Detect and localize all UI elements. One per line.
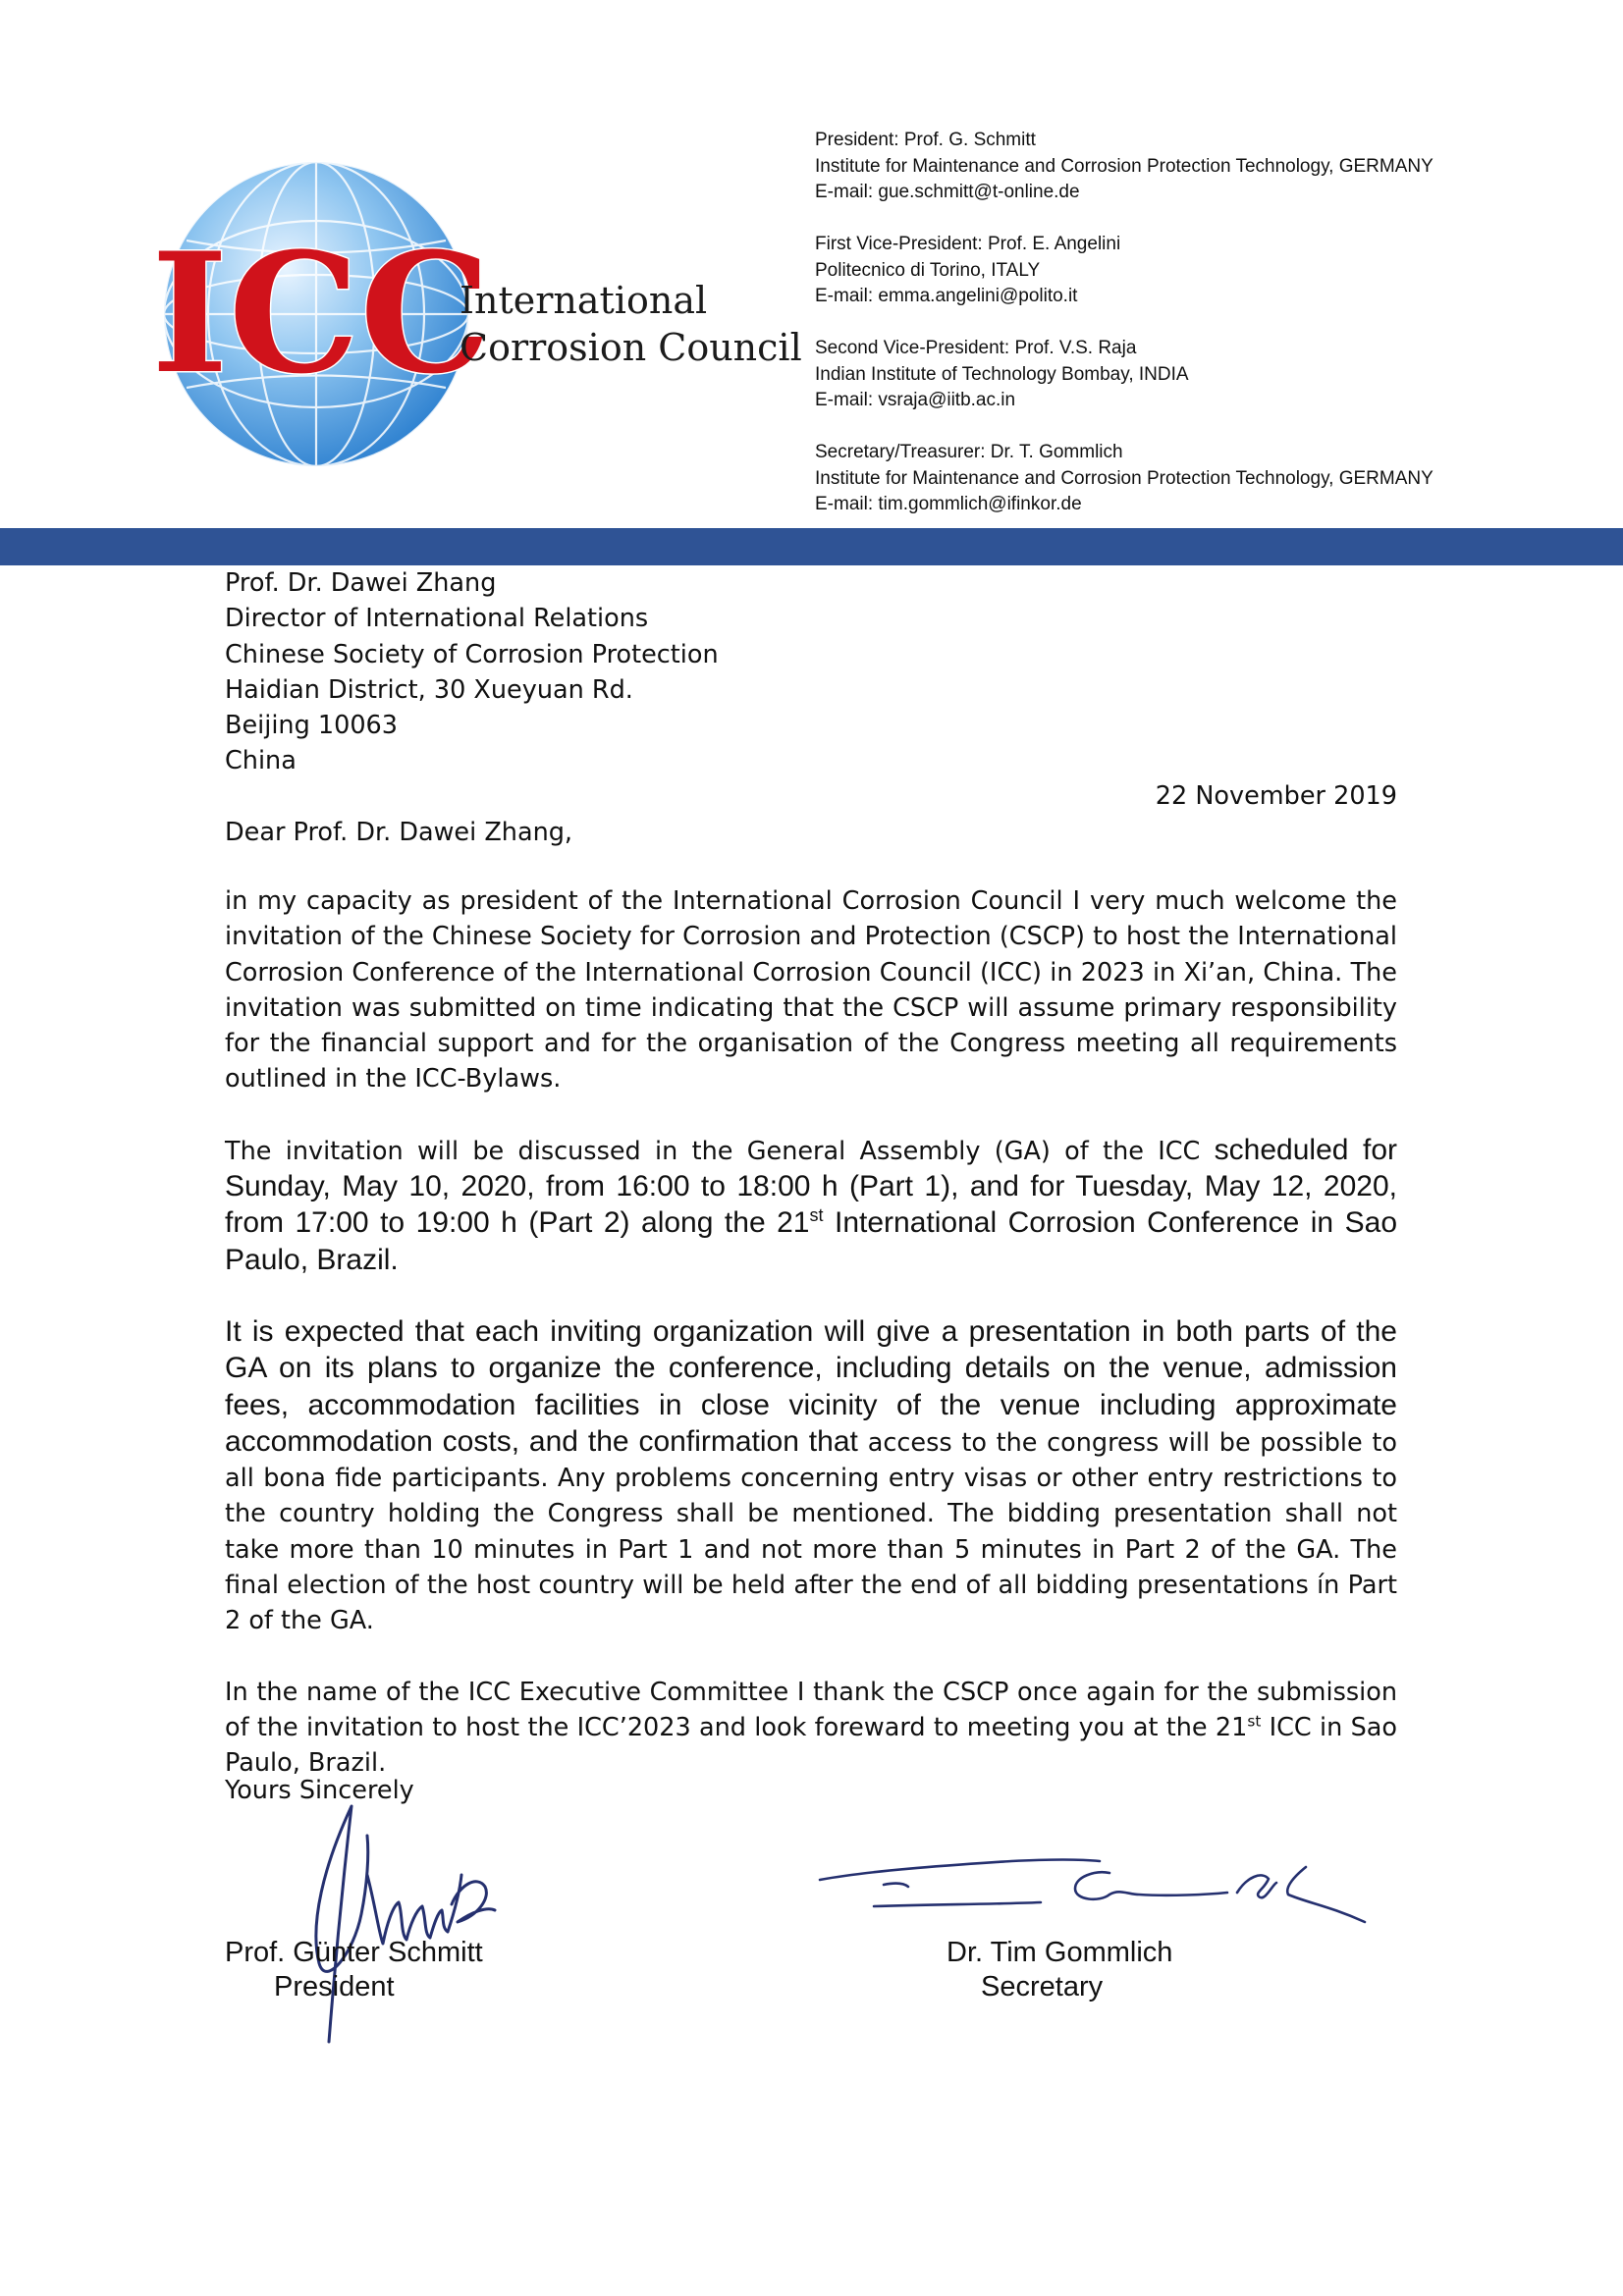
officer-institution: Indian Institute of Technology Bombay, INDIA xyxy=(815,363,1189,385)
officer-institution: Institute for Maintenance and Corrosion Protection Technology, GERMANY xyxy=(815,467,1434,489)
signature-secretary xyxy=(815,1826,1375,1934)
officer-second-vice-president xyxy=(815,336,1600,414)
salutation: Dear Prof. Dr. Dawei Zhang, xyxy=(225,818,573,847)
recipient-line: Beijing 10063 xyxy=(225,711,399,741)
letter-date: 22 November 2019 xyxy=(1155,781,1397,811)
officer-first-vice-president xyxy=(815,232,1600,310)
officers-list xyxy=(815,128,1600,544)
recipient-line: Chinese Society of Corrosion Protection xyxy=(225,639,719,669)
officer-role: Secretary/Treasurer: Dr. T. Gommlich xyxy=(815,442,1123,462)
officer-role: Second Vice-President: Prof. V.S. Raja xyxy=(815,338,1137,358)
signatory-name: Dr. Tim Gommlich xyxy=(947,1937,1173,1968)
org-name-line2: Corrosion Council xyxy=(460,326,802,369)
signatory-secretary xyxy=(947,1936,1172,2004)
paragraph-1: in my capacity as president of the International Corrosion Council I very much welcome the invitation of the Chinese Society for Corrosion and Protection (CSCP) to host the International Corrosion Conference of the International Corrosion Council (ICC) in 2023 in Xi’an, China. The invitation was submitted on time indicating that the CSCP will assume primary responsibility for the financial support and for the organisation of the Congress meeting all requirements outlined in the ICC-Bylaws. xyxy=(225,886,1397,1095)
organization-name xyxy=(460,277,802,371)
paragraph-2: The invitation will be discussed in the General Assembly (GA) of the ICC scheduled for Sunday, May 10, 2020, from 16:00 to 18:00 h (Part 1), and for Tuesday, May 12, 2020, from 17:00 to 19:00 h (Part 2) along the 21st International Corrosion Conference in Sao Paulo, Brazil. xyxy=(225,1133,1397,1276)
org-name-line1: International xyxy=(460,279,708,322)
officer-role: President: Prof. G. Schmitt xyxy=(815,130,1036,150)
logo-acronym: ICC xyxy=(151,216,492,410)
officer-email[interactable]: E-mail: tim.gommlich@ifinkor.de xyxy=(815,494,1082,514)
officer-institution: Institute for Maintenance and Corrosion Protection Technology, GERMANY xyxy=(815,155,1434,177)
officer-email[interactable]: E-mail: vsraja@iitb.ac.in xyxy=(815,390,1016,410)
paragraph-4: In the name of the ICC Executive Committee I thank the CSCP once again for the submission of the invitation to host the ICC’2023 and look foreward to meeting you at the 21st ICC in Sao Paulo, Brazil. xyxy=(225,1677,1397,1779)
closing: Yours Sincerely xyxy=(225,1776,414,1805)
officer-email[interactable]: E-mail: gue.schmitt@t-online.de xyxy=(815,182,1080,202)
signatory-title: Secretary xyxy=(981,1971,1104,2002)
officer-president xyxy=(815,128,1600,206)
officer-institution: Politecnico di Torino, ITALY xyxy=(815,259,1041,281)
recipient-line: Haidian District, 30 Xueyuan Rd. xyxy=(225,674,633,705)
paragraph-3: It is expected that each inviting organization will give a presentation in both parts of the GA on its plans to organize the conference, including details on the venue, admission fees, accommodation facilities in close vicinity of the venue including approximate accommodation costs, and the confirmation that access to the congress will be possible to all bona fide participants. Any problems concerning entry visas or other entry restrictions to the country holding the Congress shall be mentioned. The bidding presentation shall not take more than 10 minutes in Part 1 and not more than 5 minutes in Part 2 of the GA. The final election of the host country will be held after the end of all bidding presentations ín Part 2 of the GA. xyxy=(225,1314,1397,1636)
officer-email[interactable]: E-mail: emma.angelini@polito.it xyxy=(815,286,1078,306)
signature-president xyxy=(285,1796,511,2052)
recipient-line: China xyxy=(225,746,297,776)
signatory-title: President xyxy=(274,1971,395,2002)
officer-secretary-treasurer xyxy=(815,440,1600,518)
header-band xyxy=(0,528,1623,565)
recipient-line: Prof. Dr. Dawei Zhang xyxy=(225,568,497,598)
officer-role: First Vice-President: Prof. E. Angelini xyxy=(815,234,1121,254)
letter-body xyxy=(225,883,1397,1817)
recipient-address xyxy=(225,565,1010,779)
signatory-name: Prof. Günter Schmitt xyxy=(225,1937,483,1968)
recipient-line: Director of International Relations xyxy=(225,604,649,634)
signatory-president xyxy=(225,1936,483,2004)
